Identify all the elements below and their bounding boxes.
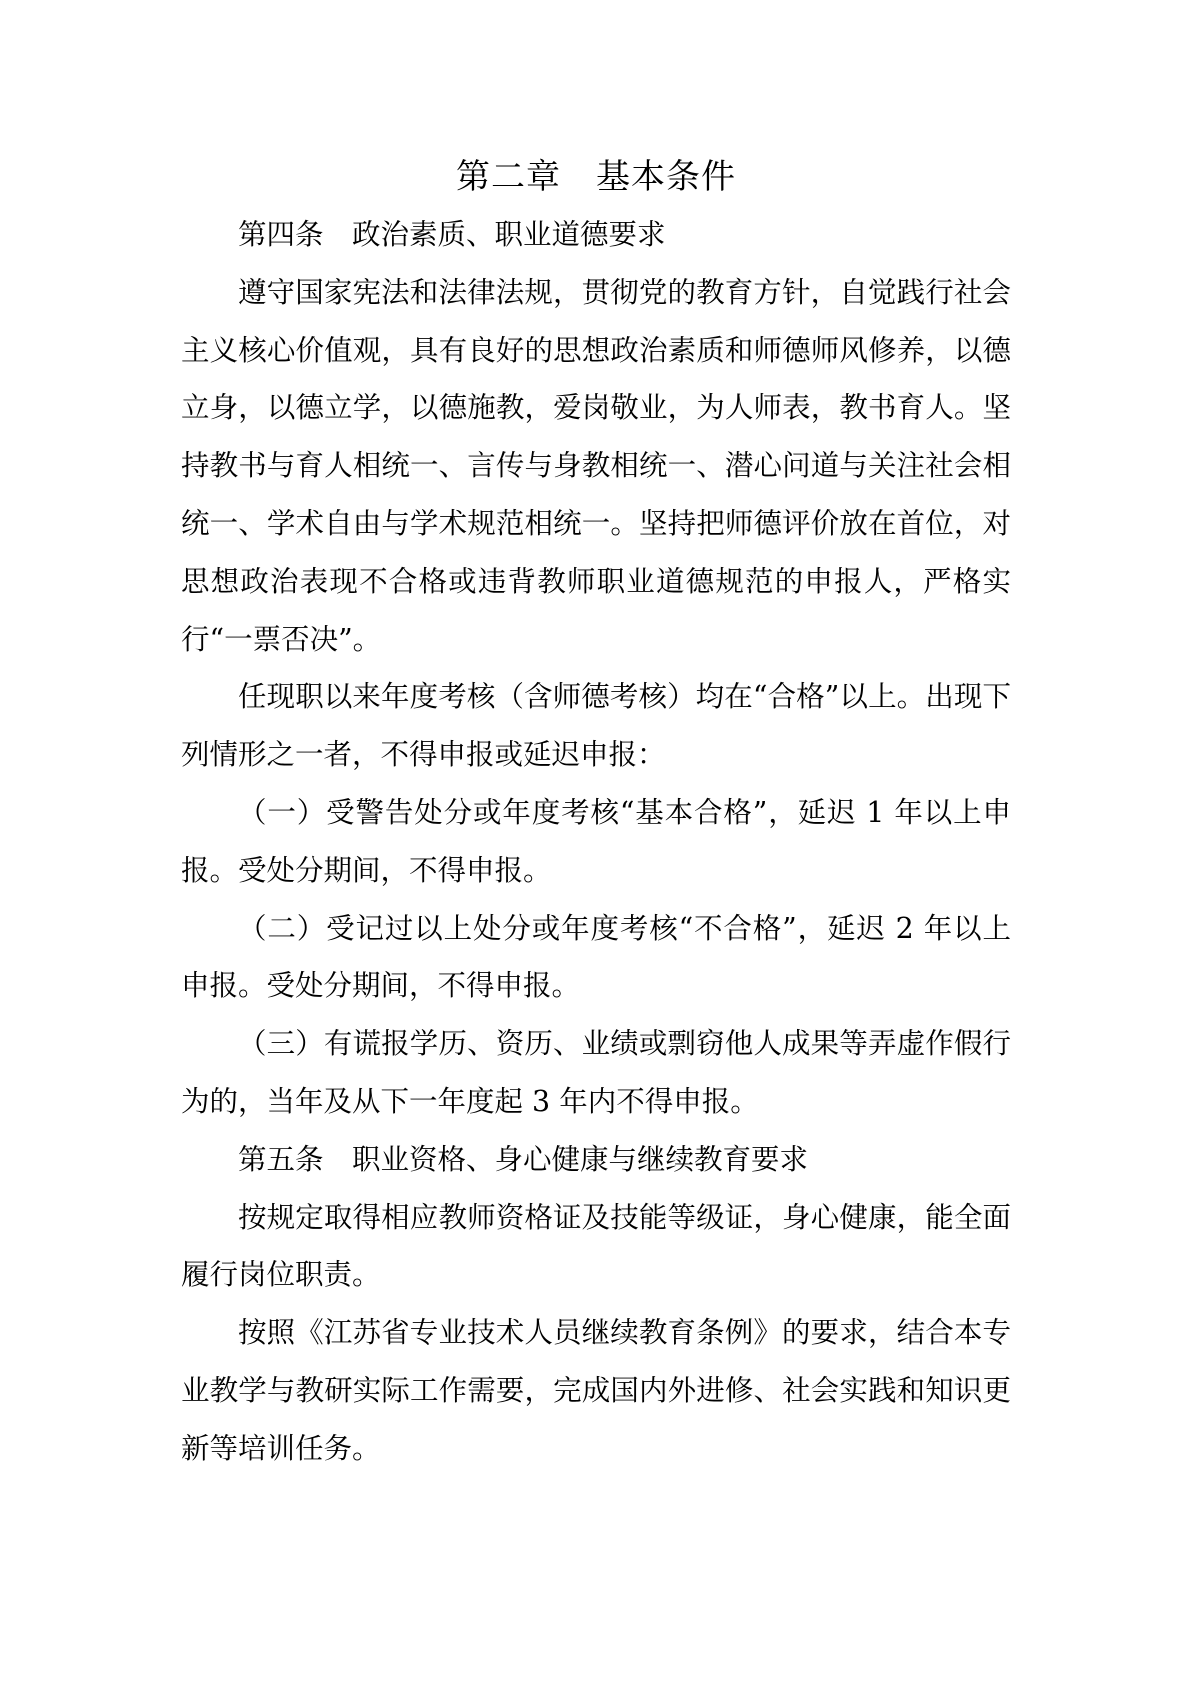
list-item: （三）有谎报学历、资历、业绩或剽窃他人成果等弄虚作假行为的，当年及从下一年度起 3 年内不得申报。	[181, 1027, 1011, 1118]
paragraph: 遵守国家宪法和法律法规，贯彻党的教育方针，自觉践行社会主义核心价值观，具有良好的思想政治素质和师德师风修养，以德立身，以德立学，以德施教，爱岗敬业，为人师表，教书育人。坚持教书与育人相统一、言传与身教相统一、潜心问道与关注社会相统一、学术自由与学术规范相统一。坚持把师德评价放在首位，对思想政治表现不合格或违背教师职业道德规范的申报人，严格实行“一票否决”。	[181, 275, 1011, 656]
article-heading: 第五条 职业资格、身心健康与继续教育要求	[238, 1142, 809, 1176]
paragraph: 按规定取得相应教师资格证及技能等级证，身心健康，能全面履行岗位职责。	[181, 1200, 1011, 1292]
document-body	[181, 148, 1011, 1478]
article-heading: 第四条 政治素质、职业道德要求	[238, 218, 666, 251]
paragraph: 任现职以来年度考核（含师德考核）均在“合格”以上。出现下列情形之一者，不得申报或延迟申报：	[181, 680, 1011, 772]
chapter-title: 第二章 基本条件	[456, 157, 736, 197]
list-item: （一）受警告处分或年度考核“基本合格”，延迟 1 年以上申报。受处分期间，不得申报。	[181, 795, 1011, 887]
list-item: （二）受记过以上处分或年度考核“不合格”，延迟 2 年以上申报。受处分期间，不得申报。	[181, 911, 1011, 1003]
paragraph: 按照《江苏省专业技术人员继续教育条例》的要求，结合本专业教学与教研实际工作需要，完成国内外进修、社会实践和知识更新等培训任务。	[181, 1316, 1011, 1465]
